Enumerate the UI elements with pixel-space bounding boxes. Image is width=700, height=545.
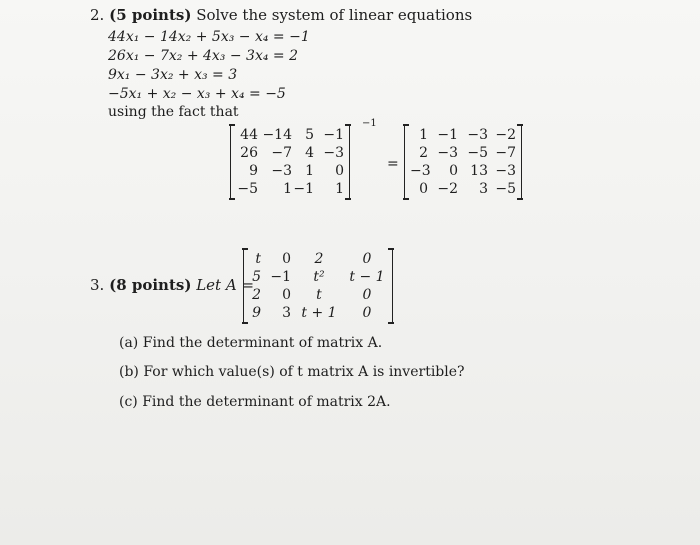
matrix-cell: 0 [335, 163, 344, 179]
part-a-label: (a) [119, 335, 139, 351]
matrix-cell: t − 1 [349, 269, 385, 285]
part-a-text: Find the determinant of matrix A. [142, 335, 383, 351]
matrix-cell: 0 [449, 163, 458, 179]
matrix-cell: 1 [419, 127, 428, 143]
problem-2-points: (5 points) [109, 6, 192, 24]
matrix-cell: 0 [282, 287, 291, 303]
part-a [119, 335, 382, 351]
matrix-cell: 0 [362, 305, 372, 321]
matrix-cell: −5 [495, 181, 516, 197]
part-b-label: (b) [119, 364, 139, 380]
matrix-cell: 9 [249, 163, 258, 179]
matrix-cell: −3 [495, 163, 516, 179]
problem-2-number: 2. [90, 6, 105, 24]
equation-1: 44x₁ − 14x₂ + 5x₃ − x₄ = −1 [108, 29, 310, 45]
matrix-cell: 2 [314, 251, 324, 267]
matrix-cell: 13 [470, 163, 488, 179]
matrix-cell: 3 [282, 305, 291, 321]
matrix-cell: 5 [305, 127, 314, 143]
matrix-cell: −1 [437, 127, 458, 143]
matrix-cell: −5 [237, 181, 258, 197]
matrix-cell: t + 1 [301, 305, 337, 321]
inverse-matrix [404, 124, 522, 200]
matrix-cell: 1 [283, 181, 292, 197]
matrix-cell: 0 [282, 251, 291, 267]
equation-4: −5x₁ + x₂ − x₃ + x₄ = −5 [108, 86, 286, 102]
matrix-cell: −7 [271, 145, 292, 161]
problem-3-points: (8 points) [109, 276, 192, 294]
matrix-cell: 1 [335, 181, 344, 197]
matrix-cell: −2 [495, 127, 516, 143]
part-c [119, 394, 391, 410]
matrix-cell: 0 [362, 251, 372, 267]
matrix-a-parametric [243, 248, 393, 324]
matrix-cell: t [316, 287, 322, 303]
matrix-cell: 2 [419, 145, 428, 161]
problem-3-let: Let A = [196, 276, 255, 294]
matrix-cell: 3 [479, 181, 488, 197]
problem-2-prompt: Solve the system of linear equations [196, 6, 473, 24]
matrix-cell: 5 [252, 269, 261, 285]
equals-sign: = [387, 156, 399, 172]
part-c-text: Find the determinant of matrix 2A. [142, 394, 391, 410]
matrix-cell: 4 [305, 145, 314, 161]
matrix-cell: −1 [270, 269, 291, 285]
matrix-cell: −1 [323, 127, 344, 143]
part-c-label: (c) [119, 394, 138, 410]
matrix-cell: −1 [293, 181, 314, 197]
problem-3-number: 3. [90, 276, 105, 294]
matrix-cell: 0 [419, 181, 428, 197]
matrix-cell: −3 [323, 145, 344, 161]
matrix-cell: −7 [495, 145, 516, 161]
matrix-cell: 0 [362, 287, 372, 303]
equation-2: 26x₁ − 7x₂ + 4x₃ − 3x₄ = 2 [108, 48, 298, 64]
matrix-cell: t² [313, 269, 325, 285]
matrix-cell: −3 [271, 163, 292, 179]
part-b [119, 364, 465, 380]
matrix-cell: 9 [252, 305, 261, 321]
matrix-cell: −3 [467, 127, 488, 143]
coefficient-matrix [230, 124, 350, 200]
problem-2-header [90, 6, 472, 24]
matrix-cell: −3 [437, 145, 458, 161]
matrix-cell: 1 [305, 163, 314, 179]
matrix-cell: −5 [467, 145, 488, 161]
matrix-cell: −3 [410, 163, 431, 179]
equation-3: 9x₁ − 3x₂ + x₃ = 3 [108, 67, 238, 83]
matrix-cell: t [255, 251, 261, 267]
inverse-exponent: −1 [362, 118, 377, 129]
matrix-cell: −2 [437, 181, 458, 197]
matrix-cell: −14 [262, 127, 292, 143]
matrix-cell: 26 [240, 145, 258, 161]
using-text: using the fact that [108, 104, 239, 120]
matrix-cell: 2 [252, 287, 261, 303]
matrix-cell: 44 [240, 127, 258, 143]
part-b-text: For which value(s) of t matrix A is invertible? [143, 364, 465, 380]
problem-3-header [90, 276, 254, 294]
